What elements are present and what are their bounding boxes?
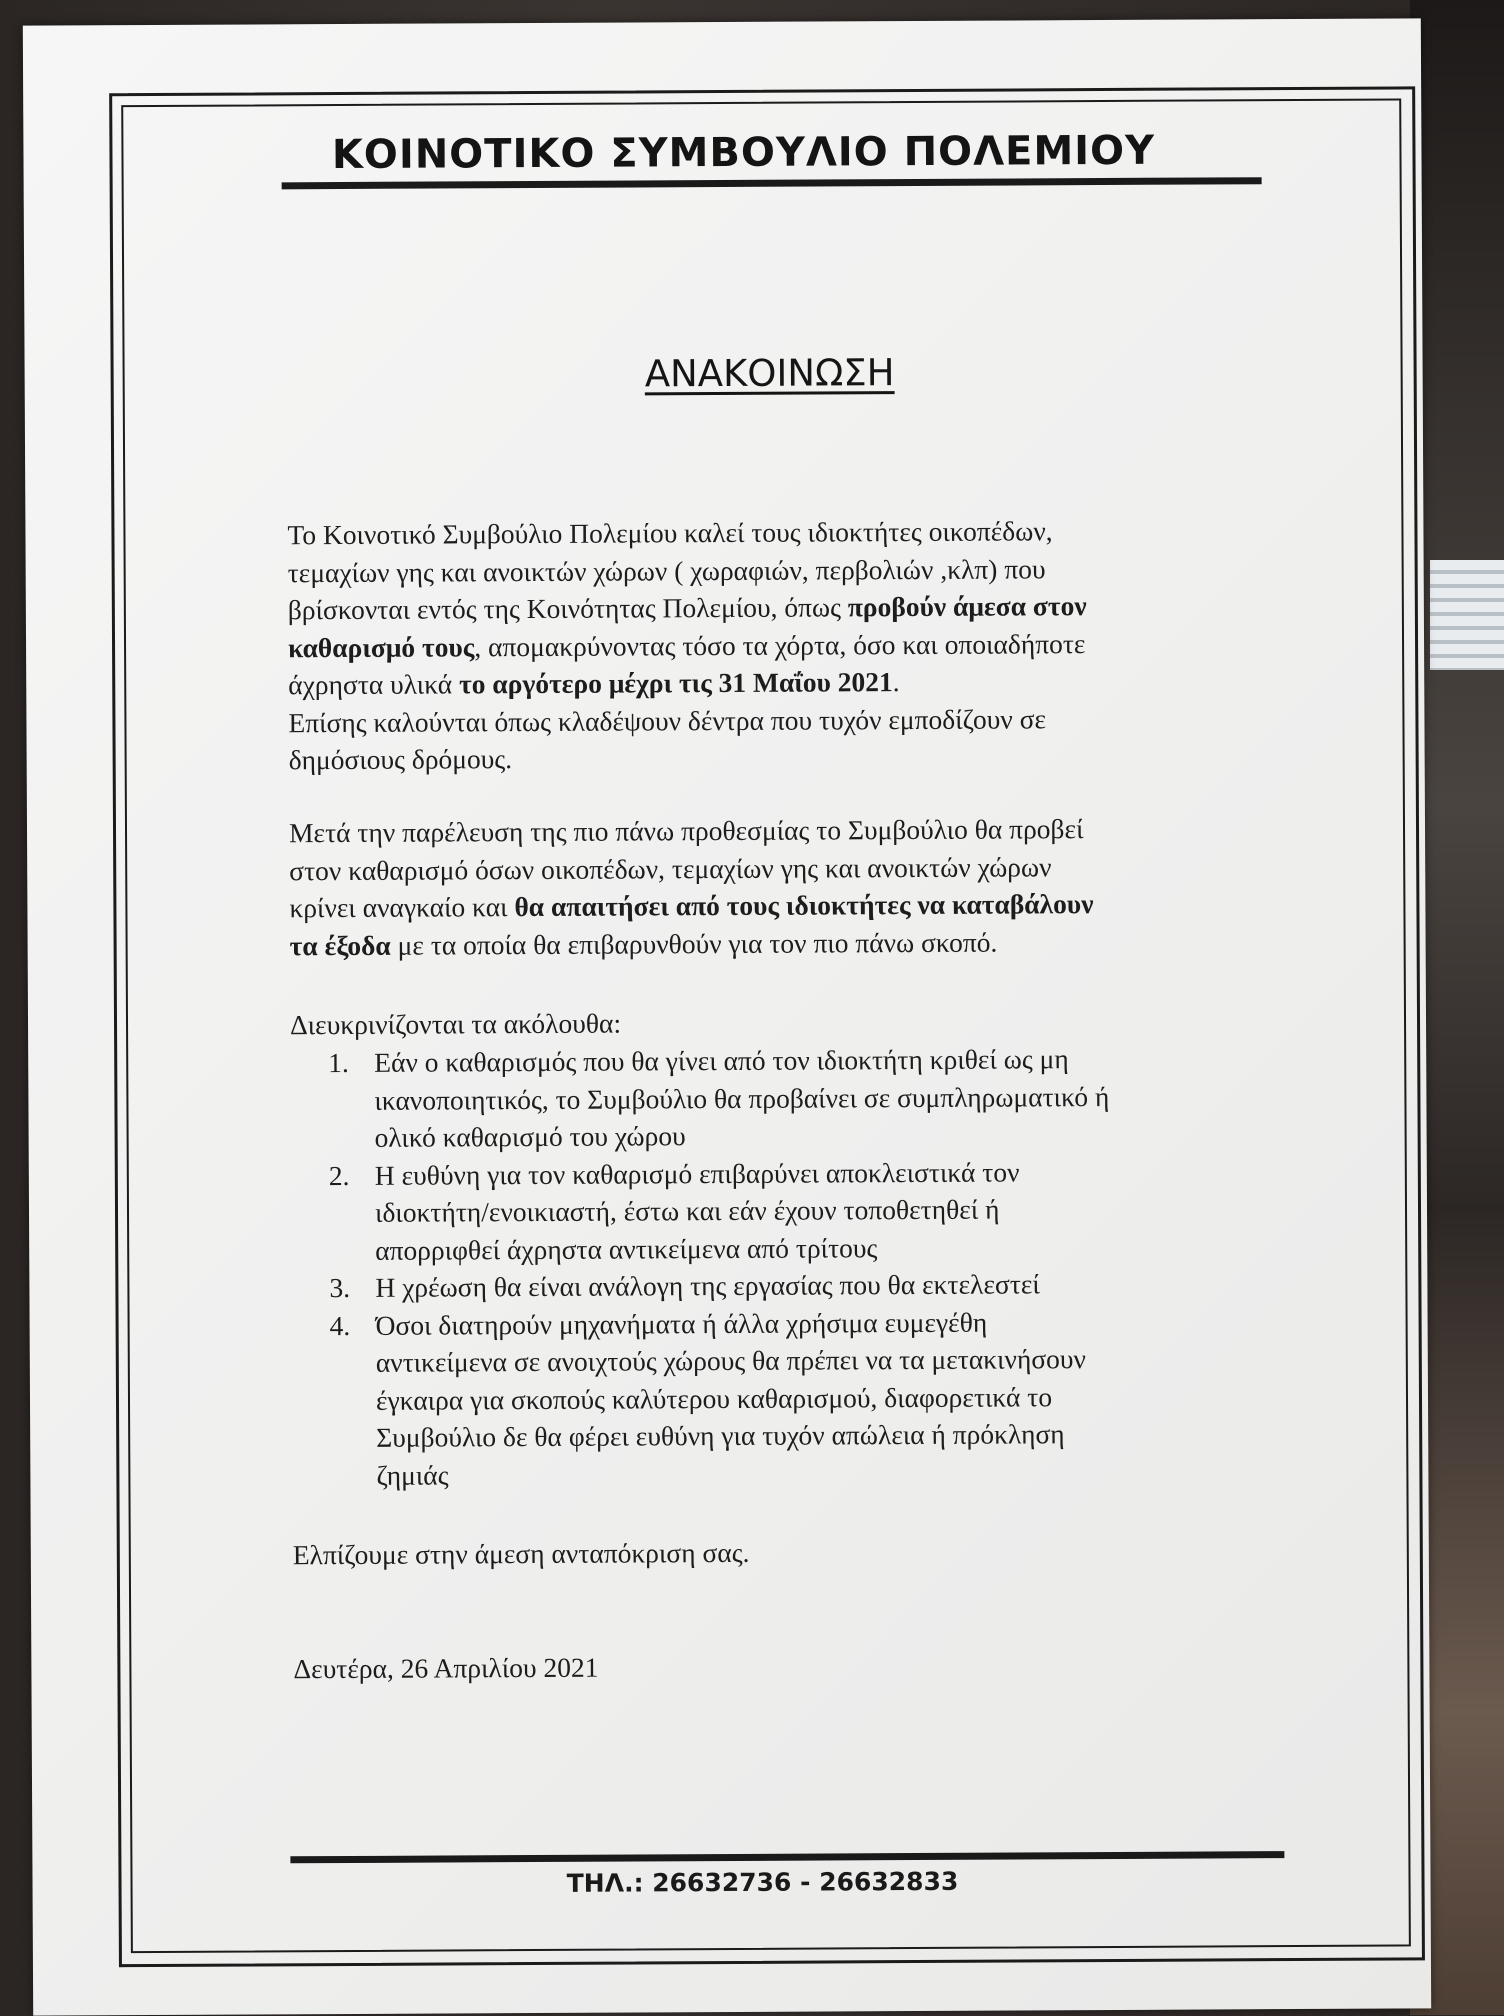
text-span: με τα οποία θα επιβαρυνθούν για τον πιο πάνω σκοπό. [390, 926, 998, 961]
list-number: 4. [329, 1309, 351, 1341]
paragraph-cleaning-call [287, 511, 1288, 779]
text-line: Συμβούλιο δε θα φέρει ευθύνη για τυχόν απώλεια ή πρόκληση [376, 1418, 1065, 1453]
text-line: στον καθαρισμό όσων οικοπέδων, τεμαχίων γης και ανοικτών χώρων [289, 850, 1052, 886]
bold-span: θα απαιτήσει από τους ιδιοκτήτες να καταβάλουν [514, 888, 1094, 923]
council-title: ΚΟΙΝΟΤΙΚΟ ΣΥΜΒΟΥΛΙΟ ΠΟΛΕΜΙΟΥ [331, 127, 1156, 179]
deadline-text: το αργότερο μέχρι τις 31 Μαΐου 2021 [458, 666, 893, 700]
list-number: 1. [328, 1046, 349, 1079]
text-line: δημόσιους δρόμους. [288, 743, 513, 776]
list-item [329, 1264, 1289, 1307]
clarifications-intro: Διευκρινίζονται τα ακόλουθα: [289, 1007, 622, 1041]
list-item [329, 1152, 1290, 1270]
clarifications-list [328, 1039, 1290, 1494]
text-span: βρίσκονται εντός της Κοινότητας Πολεμίου, όπως [287, 591, 848, 626]
text-line: τεμαχίων γης και ανοικτών χώρων ( χωραφιών, περβολιών ,κλπ) που [287, 552, 1046, 588]
text-line [288, 624, 1288, 667]
text-line: απορριφθεί άχρηστα αντικείμενα από τρίτους [375, 1231, 878, 1266]
list-number: 2. [328, 1159, 350, 1191]
text-line: Όσοι διατηρούν μηχανήματα ή άλλα χρήσιμα ευμεγέθη [375, 1306, 988, 1341]
bold-span: καθαρισμό τους [287, 630, 475, 663]
text-line: ιδιοκτήτη/ενοικιαστή, έστω και εάν έχουν τοποθετηθεί ή [374, 1193, 1000, 1228]
text-span: . [892, 666, 900, 698]
text-span: , απομακρύνοντας τόσο τα χόρτα, όσο και οποιαδήποτε [474, 627, 1086, 662]
notice-sheet [23, 18, 1431, 2015]
text-line: έγκαιρα για σκοπούς καλύτερου καθαρισμού, διαφορετικά το [375, 1380, 1053, 1416]
notice-heading-text: ΑΝΑΚΟΙΝΩΣΗ [644, 351, 895, 396]
list-item [330, 1302, 1291, 1495]
text-line: Η χρέωση θα είναι ανάλογη της εργασίας που θα εκτελεστεί [375, 1268, 1040, 1303]
notice-date: Δευτέρα, 26 Απριλίου 2021 [293, 1651, 599, 1685]
text-line: Το Κοινοτικό Συμβούλιο Πολεμίου καλεί τους ιδιοκτήτες οικοπέδων, [287, 515, 1053, 551]
text-line [288, 586, 1288, 629]
text-line: ικανοποιητικός, το Συμβούλιο θα προβαίνει σε συμπληρωματικό ή [374, 1080, 1110, 1116]
text-span: άχρηστα υλικά [288, 668, 460, 701]
text-line: ζημιάς [376, 1458, 449, 1491]
text-line: Επίσης καλούνται όπως κλαδέψουν δέντρα που τυχόν εμποδίζουν σε [288, 702, 1047, 738]
text-line: αντικείμενα σε ανοιχτούς χώρους θα πρέπει να τα μετακινήσουν [375, 1343, 1086, 1378]
closing-line: Ελπίζουμε στην άμεση ανταπόκριση σας. [292, 1536, 750, 1571]
text-span: κρίνει αναγκαίο και [289, 891, 515, 924]
phone-numbers: ΤΗΛ.: 26632736 - 26632833 [566, 1866, 959, 1898]
bold-span: προβούν άμεσα στον [847, 590, 1087, 623]
list-item [328, 1039, 1289, 1157]
paragraph-deadline-consequence [289, 809, 1290, 964]
list-number: 3. [329, 1271, 351, 1304]
notice-heading [225, 349, 1315, 398]
text-line [290, 922, 1290, 965]
text-line [288, 661, 1288, 704]
bold-span: τα έξοδα [289, 929, 391, 961]
text-line: Εάν ο καθαρισμός που θα γίνει από τον ιδιοκτήτη κριθεί ως μη [374, 1043, 1069, 1078]
text-line: Μετά την παρέλευση της πιο πάνω προθεσμίας το Συμβούλιο θα προβεί [288, 813, 1084, 849]
text-line: Η ευθύνη για τον καθαρισμό επιβαρύνει αποκλειστικά τον [374, 1155, 1020, 1191]
background-blinds [1430, 560, 1504, 670]
text-line: ολικό καθαρισμό του χώρου [374, 1120, 686, 1153]
text-line [289, 884, 1289, 927]
